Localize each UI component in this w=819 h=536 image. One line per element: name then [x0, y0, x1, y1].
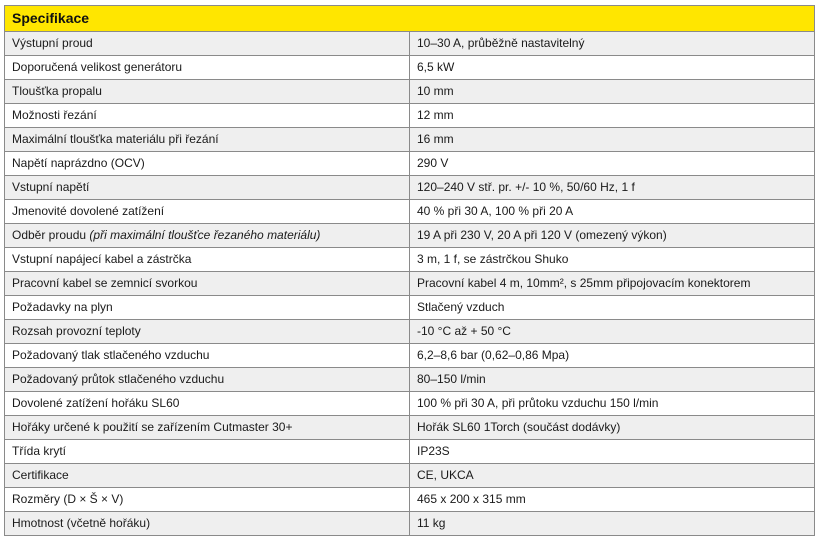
spec-label: Požadavky na plyn: [12, 300, 113, 314]
table-row: [5, 152, 815, 176]
table-row: [5, 368, 815, 392]
spec-label: Odběr proudu: [12, 228, 87, 242]
spec-label-cell: [5, 296, 410, 320]
table-row: [5, 296, 815, 320]
spec-label: Tloušťka propalu: [12, 84, 102, 98]
spec-label-cell: [5, 248, 410, 272]
spec-label-cell: [5, 512, 410, 536]
table-row: [5, 440, 815, 464]
spec-value: IP23S: [410, 440, 815, 464]
table-row: [5, 56, 815, 80]
table-row: [5, 512, 815, 536]
table-row: [5, 128, 815, 152]
spec-label: Hořáky určené k použití se zařízením Cutmaster 30+: [12, 420, 293, 434]
spec-label-cell: [5, 440, 410, 464]
specification-header-row: [5, 6, 815, 32]
spec-label-cell: [5, 56, 410, 80]
table-row: [5, 200, 815, 224]
spec-label: Vstupní napájecí kabel a zástrčka: [12, 252, 192, 266]
spec-label: Požadovaný tlak stlačeného vzduchu: [12, 348, 210, 362]
table-row: [5, 224, 815, 248]
spec-label-cell: [5, 368, 410, 392]
spec-value: Hořák SL60 1Torch (součást dodávky): [410, 416, 815, 440]
spec-label-cell: [5, 32, 410, 56]
spec-value: 11 kg: [410, 512, 815, 536]
spec-value: 290 V: [410, 152, 815, 176]
spec-label-cell: [5, 272, 410, 296]
spec-label: Maximální tloušťka materiálu při řezání: [12, 132, 219, 146]
spec-value: 12 mm: [410, 104, 815, 128]
spec-label: Rozměry (D × Š × V): [12, 492, 124, 506]
table-row: [5, 32, 815, 56]
spec-label: Možnosti řezání: [12, 108, 97, 122]
spec-label-cell: [5, 152, 410, 176]
spec-label-cell: [5, 176, 410, 200]
spec-value: 40 % při 30 A, 100 % při 20 A: [410, 200, 815, 224]
table-row: [5, 416, 815, 440]
spec-label-cell: [5, 464, 410, 488]
table-row: [5, 320, 815, 344]
table-row: [5, 176, 815, 200]
spec-label-cell: [5, 224, 410, 248]
spec-label: Požadovaný průtok stlačeného vzduchu: [12, 372, 225, 386]
spec-value: 3 m, 1 f, se zástrčkou Shuko: [410, 248, 815, 272]
spec-label: Doporučená velikost generátoru: [12, 60, 183, 74]
spec-label-cell: [5, 320, 410, 344]
spec-label: Vstupní napětí: [12, 180, 90, 194]
spec-value: 6,2–8,6 bar (0,62–0,86 Mpa): [410, 344, 815, 368]
spec-value: 16 mm: [410, 128, 815, 152]
spec-value: 6,5 kW: [410, 56, 815, 80]
spec-label-cell: [5, 80, 410, 104]
spec-label-cell: [5, 392, 410, 416]
spec-label: Napětí naprázdno (OCV): [12, 156, 145, 170]
spec-value: 10 mm: [410, 80, 815, 104]
spec-value: 19 A při 230 V, 20 A při 120 V (omezený výkon): [410, 224, 815, 248]
table-row: [5, 272, 815, 296]
spec-value: 10–30 A, průběžně nastavitelný: [410, 32, 815, 56]
spec-value: -10 °C až + 50 °C: [410, 320, 815, 344]
spec-value: Pracovní kabel 4 m, 10mm², s 25mm připojovacím konektorem: [410, 272, 815, 296]
spec-label: Certifikace: [12, 468, 69, 482]
spec-label: Hmotnost (včetně hořáku): [12, 516, 151, 530]
specification-table-body: [5, 6, 815, 536]
spec-label: Rozsah provozní teploty: [12, 324, 141, 338]
spec-label: Pracovní kabel se zemnicí svorkou: [12, 276, 198, 290]
spec-value: Stlačený vzduch: [410, 296, 815, 320]
spec-label: Dovolené zatížení hořáku SL60: [12, 396, 180, 410]
table-row: [5, 80, 815, 104]
spec-value: 120–240 V stř. pr. +/- 10 %, 50/60 Hz, 1 f: [410, 176, 815, 200]
specification-table: [4, 5, 815, 536]
table-row: [5, 392, 815, 416]
spec-label: Jmenovité dovolené zatížení: [12, 204, 165, 218]
table-row: [5, 248, 815, 272]
spec-label-cell: [5, 344, 410, 368]
spec-value: 465 x 200 x 315 mm: [410, 488, 815, 512]
spec-label-note: (při maximální tloušťce řezaného materiálu): [89, 228, 321, 242]
spec-label-cell: [5, 128, 410, 152]
specification-title: Specifikace: [5, 6, 815, 32]
spec-label-cell: [5, 104, 410, 128]
spec-label-cell: [5, 200, 410, 224]
table-row: [5, 488, 815, 512]
spec-value: 100 % při 30 A, při průtoku vzduchu 150 l/min: [410, 392, 815, 416]
spec-label-cell: [5, 416, 410, 440]
table-row: [5, 344, 815, 368]
table-row: [5, 104, 815, 128]
table-row: [5, 464, 815, 488]
spec-label: Výstupní proud: [12, 36, 93, 50]
spec-label: Třída krytí: [12, 444, 67, 458]
spec-value: CE, UKCA: [410, 464, 815, 488]
spec-value: 80–150 l/min: [410, 368, 815, 392]
spec-label-cell: [5, 488, 410, 512]
